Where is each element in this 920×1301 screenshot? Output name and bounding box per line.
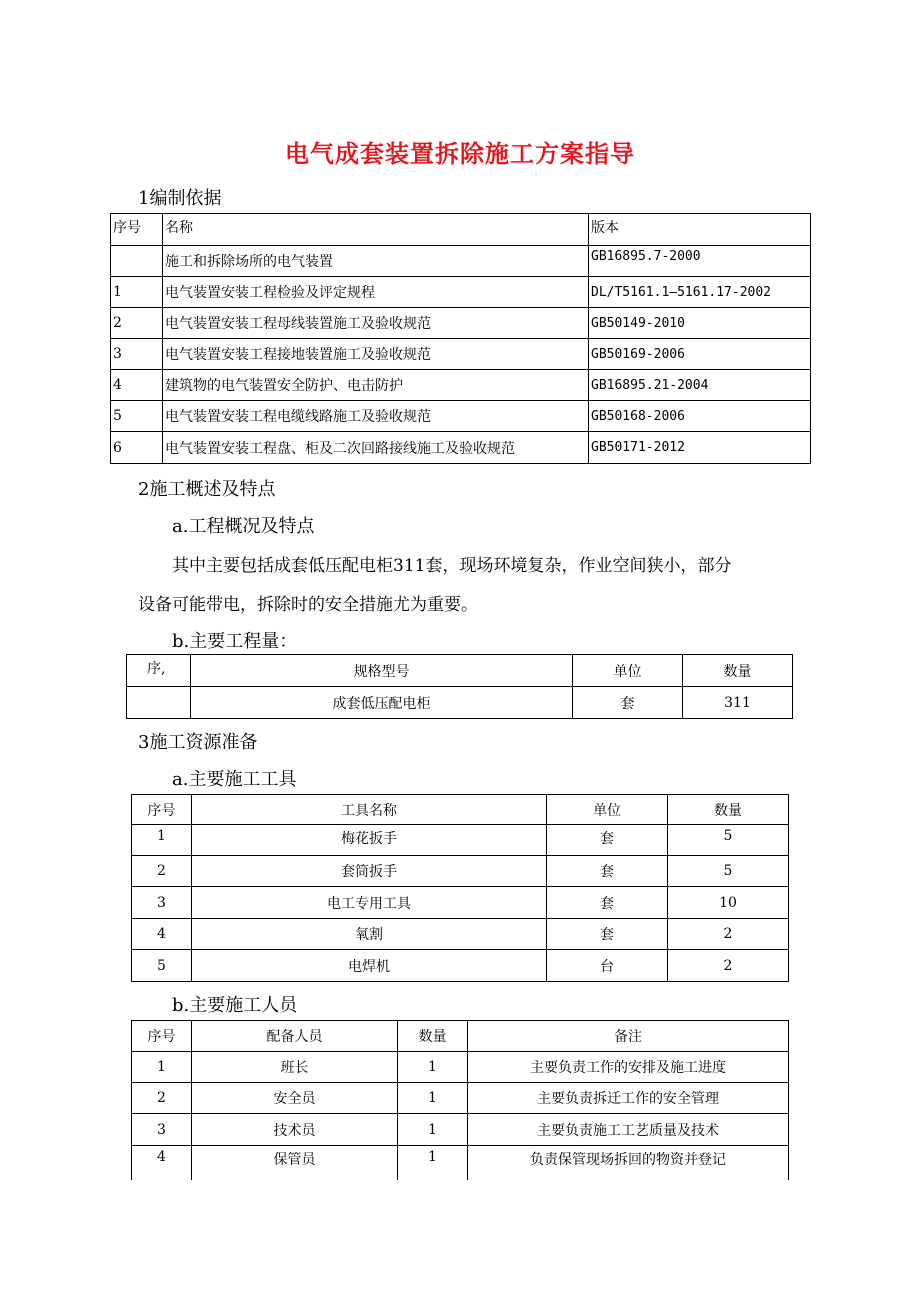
table-row [111,370,811,401]
table-cell: 安全员 [192,1083,398,1114]
table-cell: 1 [398,1114,468,1146]
table-row [132,1052,789,1083]
header-cell: 数量 [668,795,789,825]
table-row [132,825,789,856]
table-cell: GB16895.21-2004 [589,370,811,401]
table-cell: 1 [398,1052,468,1083]
table-cell: 电工专用工具 [192,887,547,919]
table-row [132,1114,789,1146]
table-cell: 2 [132,1083,192,1114]
table-cell: 技术员 [192,1114,398,1146]
table-row [111,432,811,464]
table-cell: 6 [111,432,163,464]
table-cell: GB50169-2006 [589,339,811,370]
quantity-table [126,654,793,719]
table-row [127,687,793,719]
document-title: 电气成套装置拆除施工方案指导 [285,140,635,168]
table-cell: 电气装置安装工程盘、柜及二次回路接线施工及验收规范 [163,432,589,464]
table-cell: 电焊机 [192,950,547,982]
table-cell: 套 [573,687,683,719]
paragraph-line-1: 其中主要包括成套低压配电柜311套，现场环境复杂，作业空间狭小，部分 [172,556,732,576]
header-cell: 序号 [132,1021,192,1052]
table-cell: 5 [668,856,789,887]
table-header-row [132,795,789,825]
section-2a-heading: a.工程概况及特点 [172,516,315,537]
section-2b-heading: b.主要工程量： [172,631,298,652]
table-cell: 负责保管现场拆回的物资并登记 [468,1146,789,1180]
table-row [132,919,789,950]
table-cell: 梅花扳手 [192,825,547,856]
table-cell: 10 [668,887,789,919]
table-cell: 5 [132,950,192,982]
header-cell: 单位 [547,795,668,825]
table-row [111,246,811,277]
table-cell: 1 [398,1083,468,1114]
header-cell: 工具名称 [192,795,547,825]
table-cell: DL/T5161.1—5161.17-2002 [589,277,811,308]
table-cell [111,246,163,277]
table-cell: 4 [132,919,192,950]
table-cell: 施工和拆除场所的电气装置 [163,246,589,277]
table-cell: 2 [668,950,789,982]
table-header-row [132,1021,789,1052]
paragraph-line-2: 设备可能带电，拆除时的安全措施尤为重要。 [138,595,478,615]
table-cell: 保管员 [192,1146,398,1180]
table-cell: GB50168-2006 [589,401,811,432]
table-row [111,308,811,339]
table-cell: GB50171-2012 [589,432,811,464]
table-cell: 1 [111,277,163,308]
section-2-heading: 2施工概述及特点 [138,479,276,500]
table-row [111,339,811,370]
table-cell: 电气装置安装工程母线装置施工及验收规范 [163,308,589,339]
table-cell: 建筑物的电气装置安全防护、电击防护 [163,370,589,401]
table-row [132,1083,789,1114]
table-cell: 311 [683,687,793,719]
table-cell: 主要负责施工工艺质量及技术 [468,1114,789,1146]
table-cell: GB16895.7-2000 [589,246,811,277]
header-cell: 版本 [589,214,811,246]
table-row [111,277,811,308]
table-cell: 套 [547,856,668,887]
section-1-heading: 1编制依据 [138,188,222,209]
table-cell: 2 [111,308,163,339]
table-cell: 4 [132,1146,192,1180]
header-cell: 数量 [683,655,793,687]
table-cell: 1 [132,1052,192,1083]
header-cell: 配备人员 [192,1021,398,1052]
table-cell: 电气装置安装工程电缆线路施工及验收规范 [163,401,589,432]
tools-table [131,794,789,982]
table-cell: 主要负责工作的安排及施工进度 [468,1052,789,1083]
table-cell: GB50149-2010 [589,308,811,339]
header-cell: 规格型号 [191,655,573,687]
header-cell: 名称 [163,214,589,246]
header-cell: 数量 [398,1021,468,1052]
header-cell: 单位 [573,655,683,687]
section-3b-heading: b.主要施工人员 [172,995,298,1016]
table-cell: 3 [111,339,163,370]
table-header-row [127,655,793,687]
table-cell: 电气装置安装工程接地装置施工及验收规范 [163,339,589,370]
standards-table [110,213,811,464]
table-header-row [111,214,811,246]
table-cell: 套 [547,825,668,856]
table-row [132,887,789,919]
table-cell: 2 [132,856,192,887]
table-cell: 套筒扳手 [192,856,547,887]
table-row [132,856,789,887]
table-cell: 3 [132,887,192,919]
table-cell: 成套低压配电柜 [191,687,573,719]
table-row [111,401,811,432]
table-row [132,950,789,982]
header-cell: 序, [127,655,191,687]
table-row [132,1146,789,1180]
table-cell: 主要负责拆迁工作的安全管理 [468,1083,789,1114]
section-3a-heading: a.主要施工工具 [172,769,297,790]
table-cell: 3 [132,1114,192,1146]
personnel-table [131,1020,789,1180]
table-cell: 氧割 [192,919,547,950]
table-cell: 台 [547,950,668,982]
header-cell: 备注 [468,1021,789,1052]
table-cell: 1 [132,825,192,856]
table-cell: 2 [668,919,789,950]
header-cell: 序号 [132,795,192,825]
table-cell: 班长 [192,1052,398,1083]
section-3-heading: 3施工资源准备 [138,732,258,753]
table-cell: 5 [111,401,163,432]
table-cell: 5 [668,825,789,856]
table-cell [127,687,191,719]
table-cell: 1 [398,1146,468,1180]
table-cell: 套 [547,887,668,919]
table-cell: 电气装置安装工程检验及评定规程 [163,277,589,308]
header-cell: 序号 [111,214,163,246]
table-cell: 套 [547,919,668,950]
table-cell: 4 [111,370,163,401]
